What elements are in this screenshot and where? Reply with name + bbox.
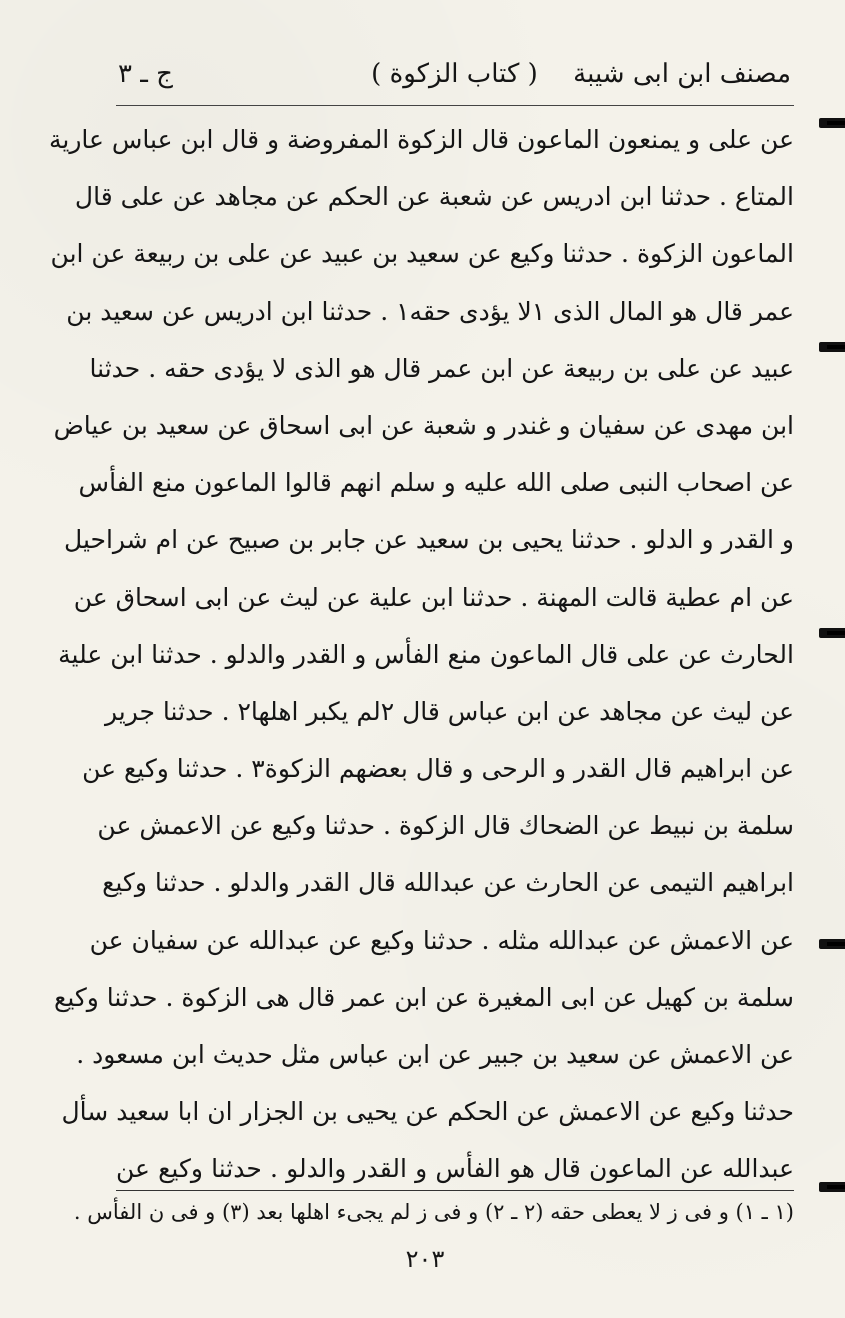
text-line: الماعون الزكوة . حدثنا وكيع عن سعيد بن عبيد عن علی بن ربيعة عن ابن — [50, 239, 794, 269]
text-line: و القدر و الدلو . حدثنا يحيی بن سعيد عن جابر بن صبيح عن ام شراحيل — [64, 525, 794, 555]
text-line: الحارث عن علی قال الماعون منع الفأس و القدر والدلو . حدثنا ابن علية — [58, 639, 794, 669]
text-line: عن اصحاب النبی صلی الله عليه و سلم انهم قالوا الماعون منع الفأس — [78, 468, 794, 498]
main-text — [49, 111, 794, 1198]
text-line: عمر قال هو المال الذی ١لا يؤدی حقه١ . حدثنا ابن ادريس عن سعيد بن — [66, 296, 794, 326]
text-line: ابن مهدی عن سفيان و غندر و شعبة عن ابی اسحاق عن سعيد بن عياض — [53, 410, 794, 440]
volume-label: ج ـ ٣ — [118, 59, 173, 89]
text-line: عبدالله عن الماعون قال هو الفأس و القدر والدلو . حدثنا وكيع عن — [116, 1154, 794, 1184]
header-rule — [116, 105, 794, 106]
footnote: (١ ـ ١) و فی ز لا يعطی حقه (٢ ـ ٢) و فی ز لم يجیء اهلها بعد (٣) و فی ن الفأس . — [73, 1200, 794, 1224]
text-line: المتاع . حدثنا ابن ادريس عن شعبة عن الحكم عن مجاهد عن علی قال — [74, 182, 794, 212]
text-line: عن ابراهيم قال القدر و الرحی و قال بعضهم الزكوة٣ . حدثنا وكيع عن — [82, 754, 794, 784]
text-line: حدثنا وكيع عن الاعمش عن الحكم عن يحيی بن الجزار ان ابا سعيد سأل — [61, 1097, 794, 1127]
page-header — [118, 56, 791, 98]
text-line: عبيد عن علی بن ربيعة عن ابن عمر قال هو الذی لا يؤدی حقه . حدثنا — [89, 353, 794, 383]
text-line: ابراهيم التيمی عن الحارث عن عبدالله قال القدر والدلو . حدثنا وكيع — [102, 868, 794, 898]
margin-mark — [819, 118, 845, 128]
chapter-title: ( كتاب الزكوة ) — [371, 59, 538, 89]
book-title: مصنف ابن ابی شیبة — [573, 59, 791, 89]
text-line: عن ام عطية قالت المهنة . حدثنا ابن علية عن ليث عن ابی اسحاق عن — [73, 582, 794, 612]
margin-mark — [819, 628, 845, 638]
margin-mark — [819, 1182, 845, 1192]
margin-mark — [819, 939, 845, 949]
margin-mark — [819, 342, 845, 352]
text-line: عن ليث عن مجاهد عن ابن عباس قال ٢لم يكبر اهلها٢ . حدثنا جرير — [104, 696, 794, 726]
text-line: عن الاعمش عن عبدالله مثله . حدثنا وكيع عن عبدالله عن سفيان عن — [89, 925, 794, 955]
footnote-rule — [116, 1190, 794, 1191]
text-line: سلمة بن نبيط عن الضحاك قال الزكوة . حدثنا وكيع عن الاعمش عن — [97, 811, 794, 841]
text-line: سلمة بن كهيل عن ابی المغيرة عن ابن عمر قال هی الزكوة . حدثنا وكيع — [54, 982, 794, 1012]
page-number: ٢٠٣ — [405, 1245, 445, 1273]
text-line: عن علی و يمنعون الماعون قال الزكوة المفروضة و قال ابن عباس عارية — [49, 125, 794, 154]
text-line: عن الاعمش عن سعيد بن جبير عن ابن عباس مثل حديث ابن مسعود . — [76, 1040, 794, 1069]
